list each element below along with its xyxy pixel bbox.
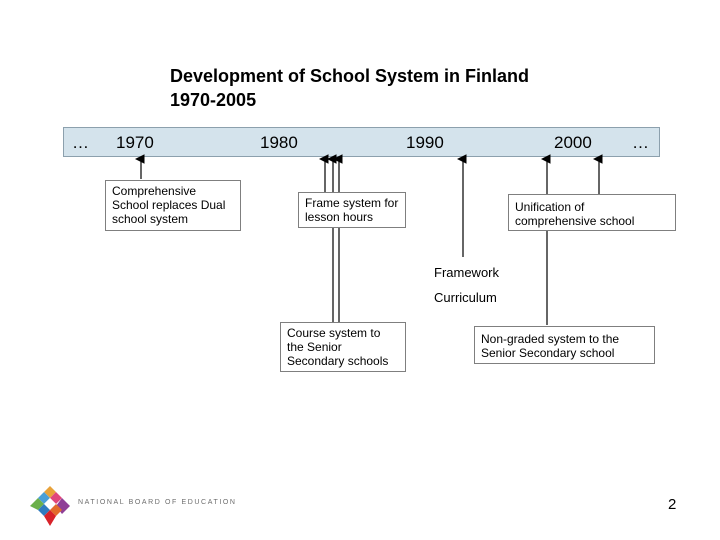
logo-text: NATIONAL BOARD OF EDUCATION — [78, 499, 237, 506]
timeline-year-2000: 2000 — [554, 133, 592, 152]
national-board-logo-icon — [30, 486, 70, 526]
timeline-ellipsis-start: … — [72, 133, 89, 152]
event-non-graded-label: Non-graded system to the Senior Secondary school — [481, 332, 620, 360]
timeline-ellipsis-end: … — [632, 133, 649, 152]
event-non-graded — [474, 326, 655, 364]
title-line-2: 1970-2005 — [170, 90, 257, 110]
event-frame-system-label: Frame system for lesson hours — [305, 196, 399, 224]
event-framework-label: Framework — [434, 265, 500, 280]
event-framework-curriculum — [430, 258, 550, 308]
timeline-year-1980: 1980 — [260, 133, 298, 152]
event-comprehensive-school — [105, 180, 241, 231]
page-number: 2 — [668, 496, 677, 513]
timeline-year-1990: 1990 — [406, 133, 444, 152]
title-line-1: Development of School System in Finland — [170, 66, 530, 86]
event-curriculum-label: Curriculum — [434, 290, 497, 305]
event-course-system — [280, 322, 406, 372]
event-unification — [508, 194, 676, 231]
event-frame-system — [298, 192, 406, 228]
timeline-year-1970: 1970 — [116, 133, 154, 152]
event-comprehensive-label: Comprehensive School replaces Dual school system — [112, 184, 226, 226]
event-course-system-label: Course system to the Senior Secondary schools — [287, 326, 389, 368]
event-unification-label: Unification of comprehensive school — [515, 200, 635, 228]
